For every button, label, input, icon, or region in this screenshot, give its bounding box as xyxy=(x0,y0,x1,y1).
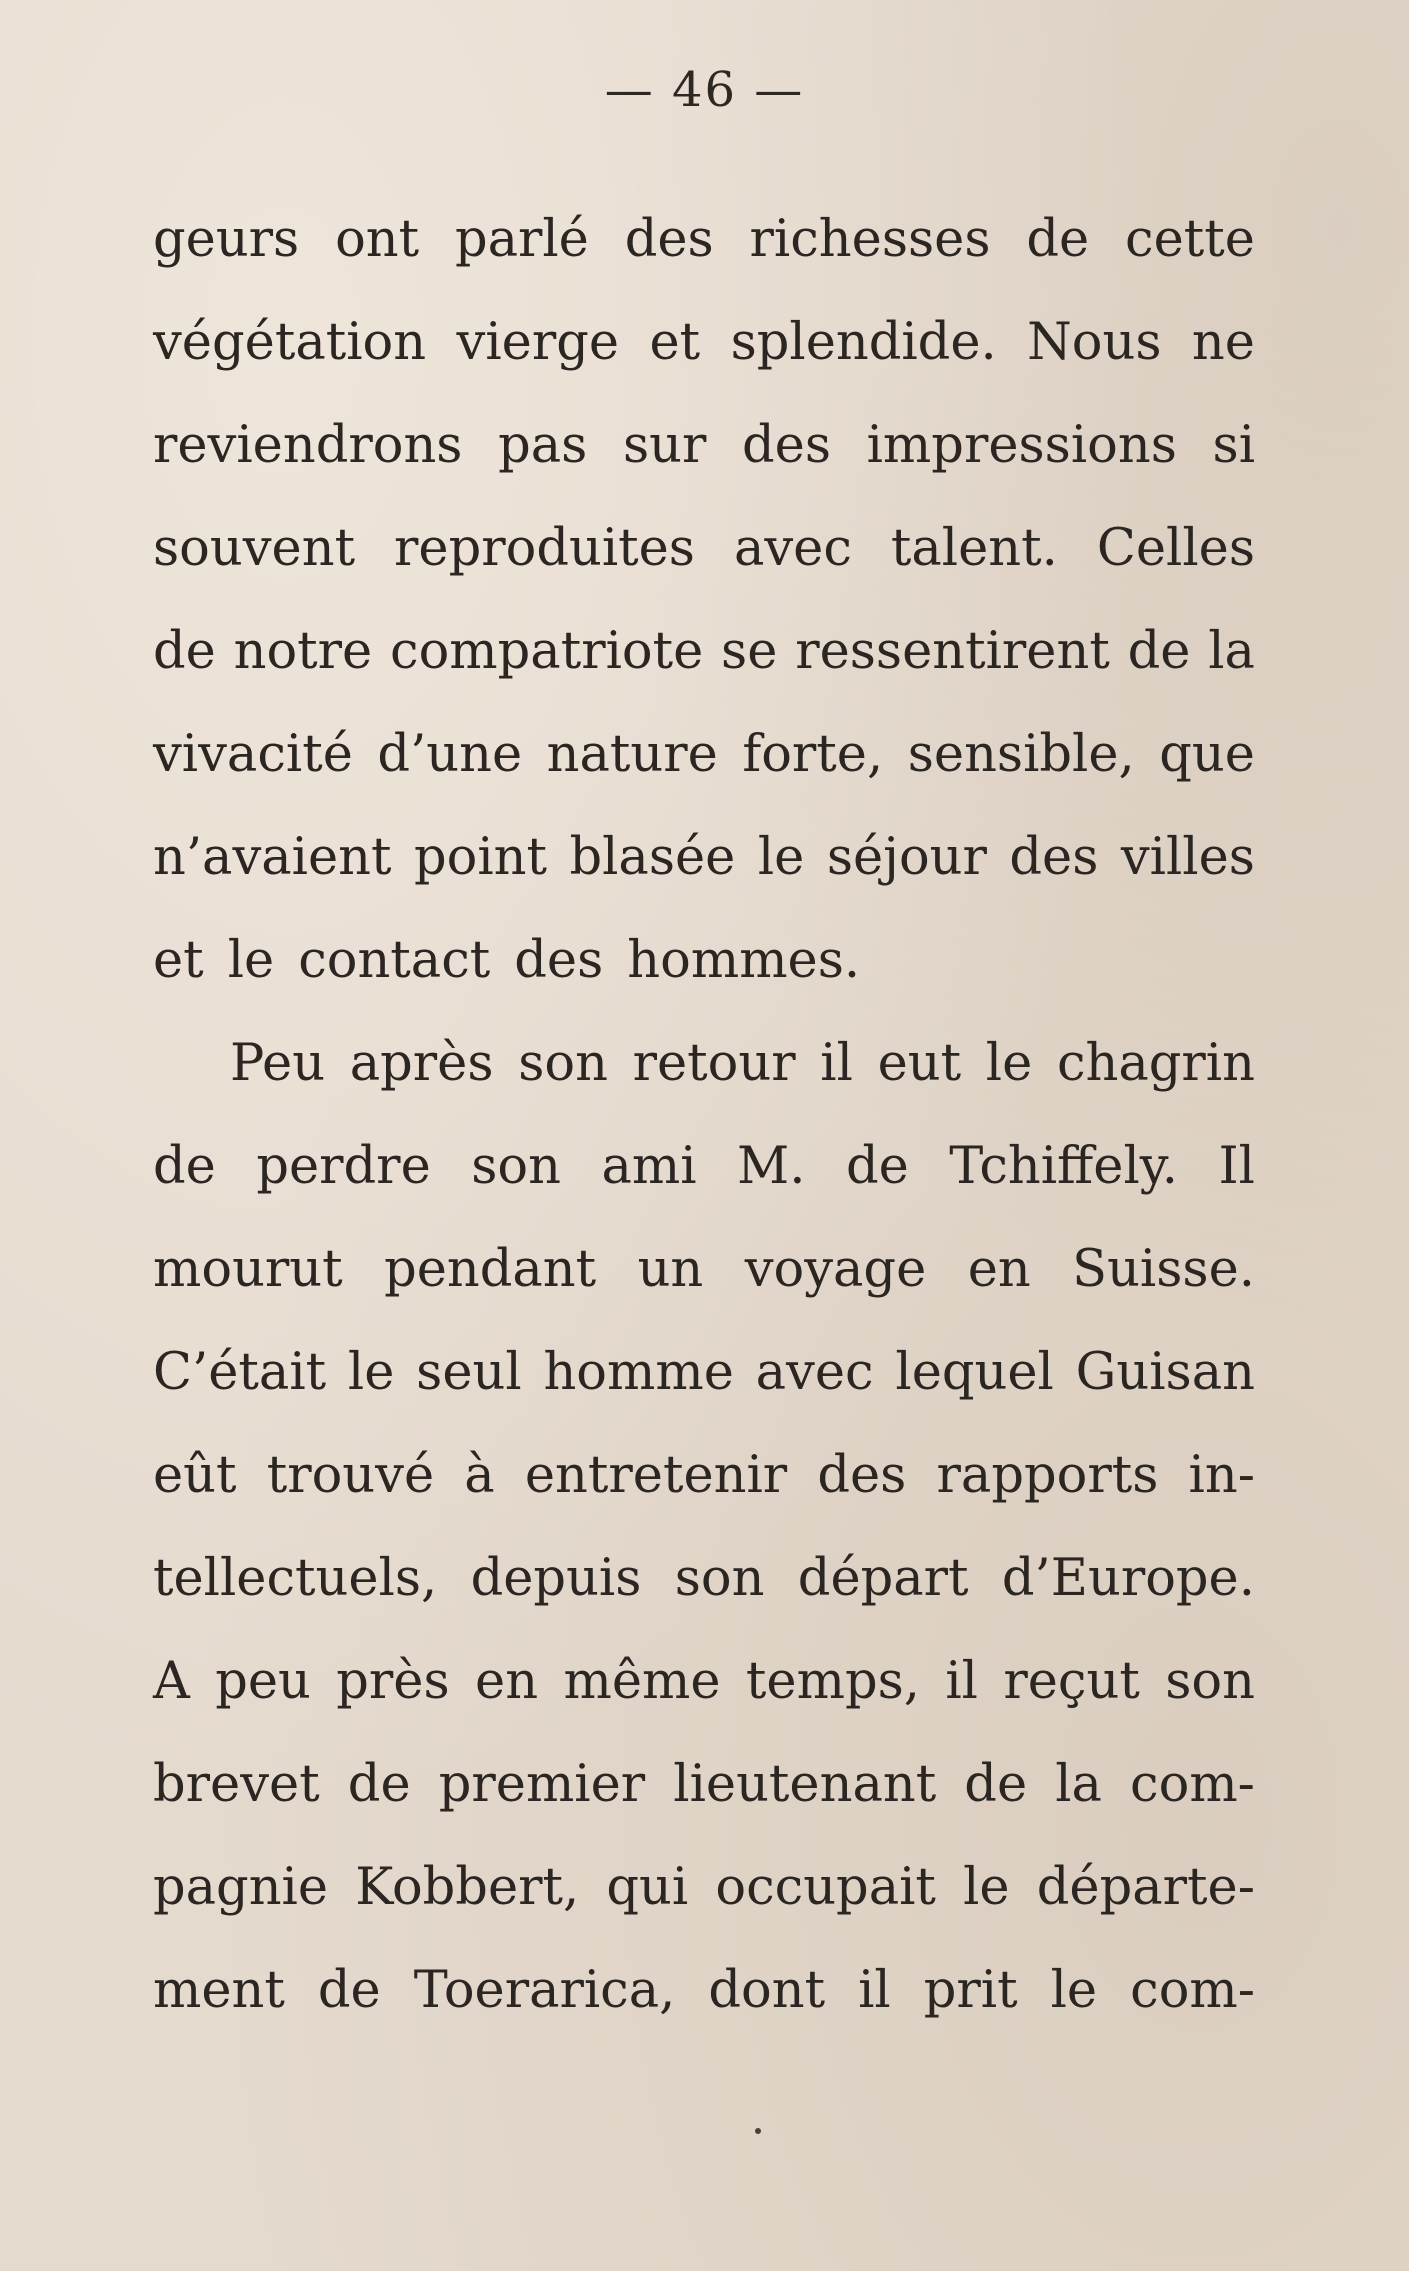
text-line: vivacité d’une nature forte, sensible, que xyxy=(153,725,1255,784)
text-line: de notre compatriote se ressentirent de la xyxy=(153,622,1255,681)
page-number: — 46 — xyxy=(604,62,805,118)
text-line: souvent reproduites avec talent. Celles xyxy=(153,519,1255,578)
paper-speck xyxy=(755,2128,761,2134)
text-line: reviendrons pas sur des impressions si xyxy=(153,416,1255,475)
text-line: et le contact des hommes. xyxy=(153,931,861,990)
text-line: brevet de premier lieutenant de la com- xyxy=(153,1755,1255,1814)
text-line: pagnie Kobbert, qui occupait le départe- xyxy=(153,1858,1255,1917)
text-line: végétation vierge et splendide. Nous ne xyxy=(153,313,1255,372)
body-text xyxy=(153,188,1255,2042)
text-line: ment de Toerarica, dont il prit le com- xyxy=(153,1961,1255,2020)
paragraph xyxy=(153,188,1255,1012)
text-line: n’avaient point blasée le séjour des villes xyxy=(153,828,1255,887)
text-line: eût trouvé à entretenir des rapports in- xyxy=(153,1446,1255,1505)
paragraph xyxy=(153,1012,1255,2042)
text-line: de perdre son ami M. de Tchiffely. Il xyxy=(153,1137,1255,1196)
text-line: Peu après son retour il eut le chagrin xyxy=(230,1034,1255,1093)
text-line: C’était le seul homme avec lequel Guisan xyxy=(153,1343,1255,1402)
text-line: mourut pendant un voyage en Suisse. xyxy=(153,1240,1255,1299)
text-line: tellectuels, depuis son départ d’Europe. xyxy=(153,1549,1255,1608)
text-line: A peu près en même temps, il reçut son xyxy=(153,1652,1255,1711)
text-line: geurs ont parlé des richesses de cette xyxy=(153,210,1255,269)
